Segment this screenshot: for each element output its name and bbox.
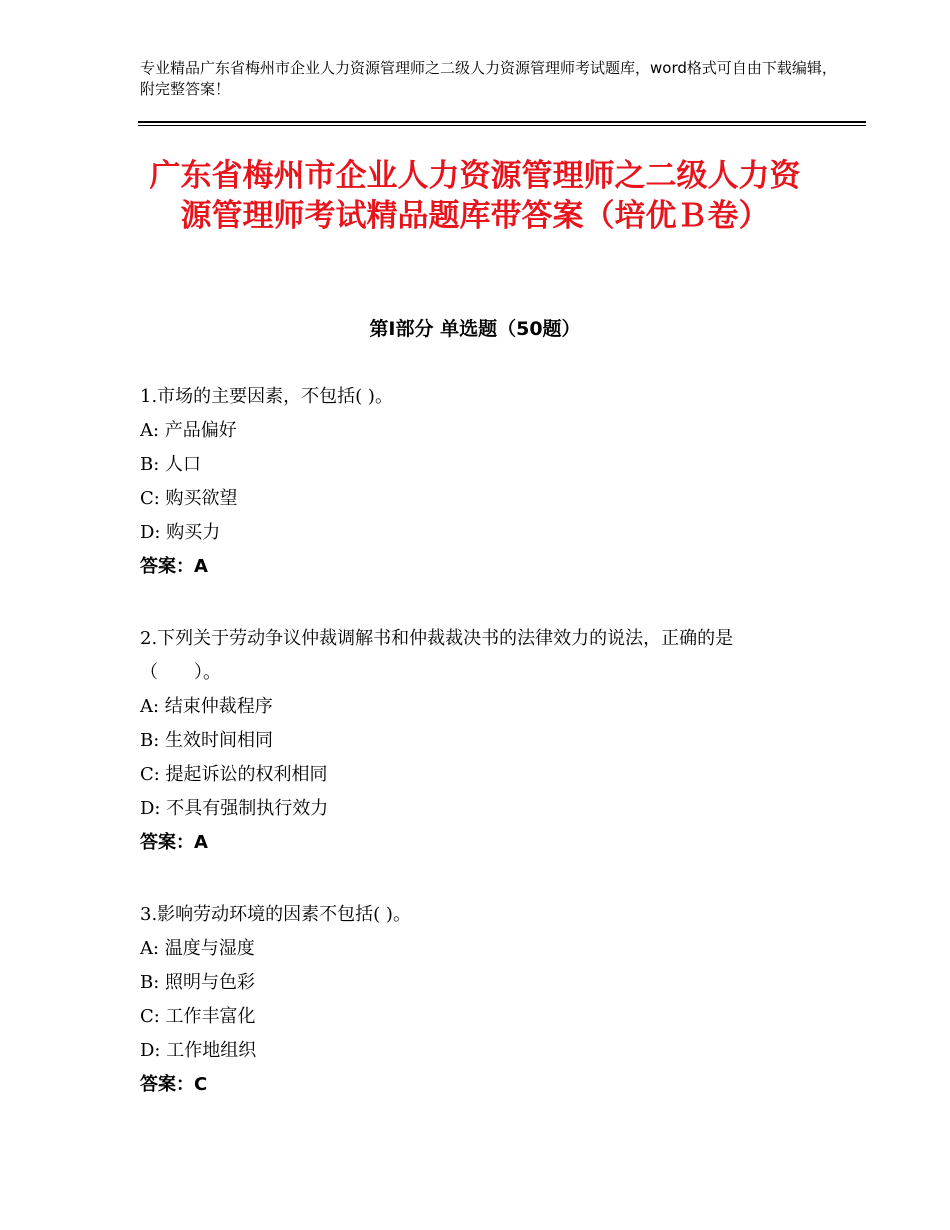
question-2	[140, 622, 810, 860]
header-divider-thin	[138, 125, 866, 126]
answer: 答案：C	[140, 1074, 208, 1095]
option-d: D: 购买力	[140, 522, 221, 543]
question-list	[140, 380, 810, 1140]
document-title: 广东省梅州市企业人力资源管理师之二级人力资源管理师考试精品题库带答案（培优Ｂ卷）	[149, 158, 801, 234]
question-stem: 2.下列关于劳动争议仲裁调解书和仲裁裁决书的法律效力的说法，正确的是（ ）。	[140, 628, 734, 683]
option-c: C: 购买欲望	[140, 488, 238, 509]
option-b: B: 人口	[140, 454, 202, 475]
header-divider	[138, 121, 866, 123]
question-3	[140, 898, 810, 1102]
answer: 答案：A	[140, 556, 208, 577]
option-a: A: 产品偏好	[140, 420, 237, 441]
question-stem: 1.市场的主要因素，不包括( )。	[140, 386, 393, 407]
section-title: 第Ⅰ部分 单选题（50题）	[369, 318, 581, 340]
option-a: A: 结束仲裁程序	[140, 696, 273, 717]
option-b: B: 照明与色彩	[140, 972, 256, 993]
option-c: C: 提起诉讼的权利相同	[140, 764, 328, 785]
option-b: B: 生效时间相同	[140, 730, 274, 751]
option-d: D: 工作地组织	[140, 1040, 257, 1061]
option-d: D: 不具有强制执行效力	[140, 798, 329, 819]
header-note: 专业精品广东省梅州市企业人力资源管理师之二级人力资源管理师考试题库，word格式可自由下载编辑，附完整答案！	[140, 59, 837, 98]
option-c: C: 工作丰富化	[140, 1006, 256, 1027]
question-1	[140, 380, 810, 584]
option-a: A: 温度与湿度	[140, 938, 255, 959]
question-stem: 3.影响劳动环境的因素不包括( )。	[140, 904, 411, 925]
answer: 答案：A	[140, 832, 208, 853]
